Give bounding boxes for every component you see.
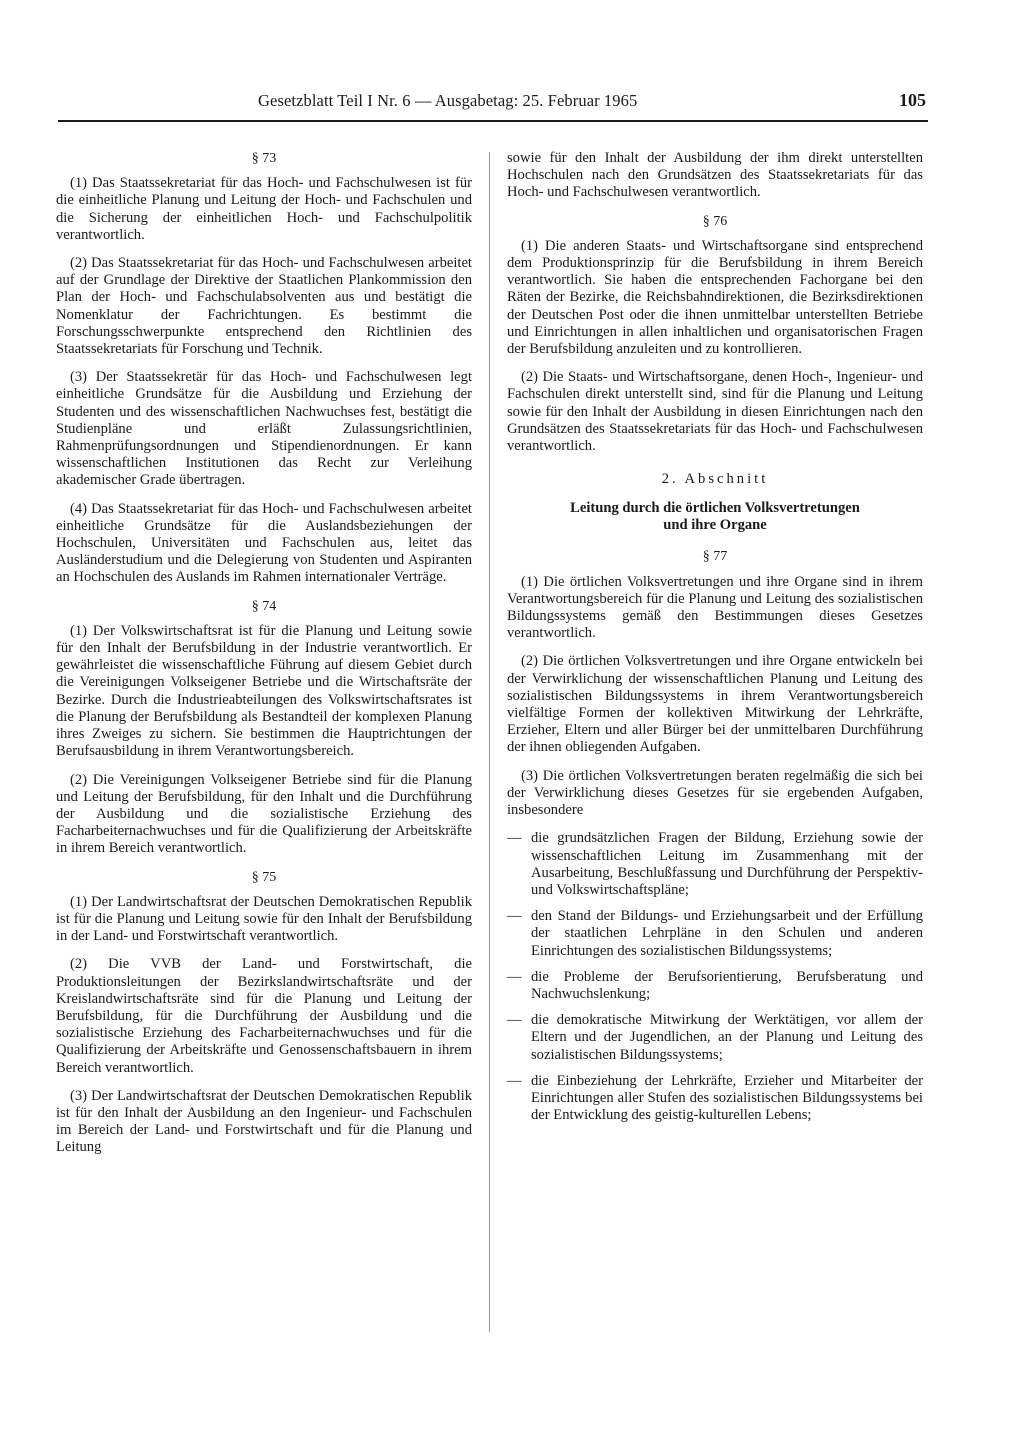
- paragraph-73-3: (3) Der Staatssekretär für das Hoch- und Fachschulwesen legt einheitliche Grundsätze für die Ausbildung und Erziehung der Studenten und des wissenschaftlichen Nachwuchses fest, bestätigt die Studienpläne und erläßt Zulassungsrichtlinien, Rahmenprüfungsordnungen und Stipendienordnungen. Er kann wissenschaftlichen Institutionen das Recht zur Verleihung akademischer Grade übertragen.: [56, 369, 472, 489]
- paragraph-77-2: (2) Die örtlichen Volksvertretungen und ihre Organe entwickeln bei der Verwirklichung der wissenschaftlichen Planung und Leitung des sozialistischen Bildungssystems in ihrem Verantwortungsbereich vielfältige Formen der kollektiven Mitwirkung der Lehrkräfte, Erzieher, Eltern und aller Bürger bei der unmittelbaren Durchführung der ihnen obliegenden Aufgaben.: [507, 653, 923, 756]
- chapter-subtitle-line-2: und ihre Organe: [663, 517, 767, 534]
- dash-marker: —: [507, 1012, 522, 1029]
- list-item: [507, 1012, 923, 1064]
- header-title: Gesetzblatt Teil I Nr. 6 — Ausgabetag: 25. Februar 1965: [258, 91, 638, 110]
- list-item-text: die Probleme der Berufsorientierung, Berufsberatung und Nachwuchslenkung;: [531, 968, 923, 1002]
- paragraph-75-3: (3) Der Landwirtschaftsrat der Deutschen Demokratischen Republik ist für den Inhalt der Ausbildung an den Ingenieur- und Fachschulen im Bereich der Land- und Forstwirtschaft und für die Planung und Leitung: [56, 1087, 472, 1156]
- paragraph-77-1: (1) Die örtlichen Volksvertretungen und ihre Organe sind in ihrem Verantwortungsbereich für die Planung und Leitung des sozialistischen Bildungssystems gemäß den Bestimmungen dieses Gesetzes verantwortlich.: [507, 573, 923, 642]
- column-divider: [489, 152, 490, 1332]
- paragraph-73-4: (4) Das Staatssekretariat für das Hoch- und Fachschulwesen arbeitet einheitliche Grundsätze für die Auslandsbeziehungen der Hochschulen, Universitäten und Fachschulen aus, leitet das Ausländerstudium und die Delegierung von Studenten und Aspiranten an Hochschulen des Auslands im Rahmen internationaler Verträge.: [56, 500, 472, 586]
- paragraph-74-2: (2) Die Vereinigungen Volkseigener Betriebe sind für die Planung und Leitung der Berufsbildung, für den Inhalt und die Durchführung der Ausbildung und die sozialistische Erziehung des Facharbeiternachwuchses und für die Qualifizierung der Arbeitskräfte in ihrem Bereich verantwortlich.: [56, 771, 472, 857]
- page-header: [58, 90, 928, 122]
- paragraph-75-3-continued: sowie für den Inhalt der Ausbildung der ihm direkt unterstellten Hochschulen nach den Grundsätzen des Staatssekretariats für das Hoch- und Fachschulwesen verantwortlich.: [507, 150, 923, 201]
- list-item-text: die Einbeziehung der Lehrkräfte, Erzieher und Mitarbeiter der Einrichtungen aller Stufen des sozialistischen Bildungssystems bei der Entwicklung des geistig-kulturellen Lebens;: [531, 1072, 923, 1124]
- chapter-subtitle: [507, 500, 923, 534]
- paragraph-76-1: (1) Die anderen Staats- und Wirtschaftsorgane sind entsprechend dem Produktionsprinzip für die Berufsbildung in ihrem Bereich verantwortlich. Sie haben die entsprechenden Fachorgane bei den Räten der Bezirke, die Reichsbahndirektionen, die Bezirksdirektionen der Deutschen Post oder die ihnen unmittelbar unterstellten Betriebe und Einrichtungen in allen inhaltlichen und organisatorischen Fragen der Berufsbildung anzuleiten und zu kontrollieren.: [507, 237, 923, 358]
- list-item: [507, 830, 923, 899]
- section-heading-77: § 77: [702, 549, 728, 565]
- dash-marker: —: [507, 968, 522, 985]
- paragraph-73-2: (2) Das Staatssekretariat für das Hoch- und Fachschulwesen arbeitet auf der Grundlage der Direktive der Staatlichen Plankommission den Plan der Hoch- und Fachschulabsolventen aus und bestätigt die Nomenklatur der Fachrichtungen. Es bestimmt die Forschungsschwerpunkte entsprechend den Richtlinien des Staatssekretariats für Forschung und Technik.: [56, 255, 472, 358]
- paragraph-77-3: (3) Die örtlichen Volksvertretungen beraten regelmäßig die sich bei der Verwirklichung dieses Gesetzes für sie ergebenden Aufgaben, insbesondere: [507, 767, 923, 819]
- right-column: [507, 150, 923, 1133]
- section-heading-74: § 74: [251, 598, 277, 614]
- paragraph-75-2: (2) Die VVB der Land- und Forstwirtschaft, die Produktionsleitungen der Bezirkslandwirtschaftsräte und der Kreislandwirtschaftsräte sind für die Planung und Leitung der Berufsbildung, für die Durchführung der Ausbildung und die sozialistische Erziehung des Facharbeiternachwuchses und für die Qualifizierung der Arbeitskräfte und Genossenschaftsbauern in ihrem Bereich verantwortlich.: [56, 956, 472, 1076]
- page-number: 105: [899, 90, 926, 110]
- dash-marker: —: [507, 830, 522, 847]
- paragraph-75-1: (1) Der Landwirtschaftsrat der Deutschen Demokratischen Republik ist für die Planung und Leitung sowie für den Inhalt der Berufsbildung in der Land- und Forstwirtschaft verantwortlich.: [56, 893, 472, 945]
- paragraph-73-1: (1) Das Staatssekretariat für das Hoch- und Fachschulwesen ist für die einheitliche Planung und Leitung der Hoch- und Fachschulen und die Sicherung der einheitlichen Hoch- und Fachschulpolitik verantwortlich.: [56, 175, 472, 243]
- list-item: [507, 969, 923, 1003]
- dash-marker: —: [507, 908, 522, 925]
- section-heading-76: § 76: [702, 213, 728, 229]
- section-heading-73: § 73: [251, 151, 277, 166]
- chapter-subtitle-line-1: Leitung durch die örtlichen Volksvertretungen: [570, 500, 860, 517]
- list-item-text: die demokratische Mitwirkung der Werktätigen, vor allem der Eltern und der Jugendlichen, an der Planung und Leitung des sozialistischen Bildungssystems;: [531, 1012, 923, 1063]
- paragraph-74-1: (1) Der Volkswirtschaftsrat ist für die Planung und Leitung sowie für den Inhalt der Berufsbildung in der Industrie verantwortlich. Er gewährleistet die wissenschaftliche Führung auf diesem Gebiet durch die Vereinigungen Volkseigener Betriebe und die Wirtschaftsräte der Bezirke. Durch die Industrieabteilungen des Volkswirtschaftsrates ist die Planung der Berufsbildung als Bestandteil der komplexen Planung ihres Zweiges zu sichern. Sie bestimmen die Hauptrichtungen der Berufsausbildung in ihrem Verantwortungsbereich.: [56, 622, 472, 760]
- left-column: [56, 150, 472, 1168]
- paragraph-76-2: (2) Die Staats- und Wirtschaftsorgane, denen Hoch-, Ingenieur- und Fachschulen direkt unterstellt sind, sind für die Planung und Leitung sowie für den Inhalt der Ausbildung in diesen Einrichtungen nach den Grundsätzen des Staatssekretariats für das Hoch- und Fachschulwesen verantwortlich.: [507, 369, 923, 455]
- list-item: [507, 1073, 923, 1125]
- chapter-title: 2. Abschnitt: [661, 471, 769, 488]
- list-item-text: die grundsätzlichen Fragen der Bildung, Erziehung sowie der wissenschaftlichen Leitung im Zusammenhang mit der Ausarbeitung, Beschlußfassung und Durchführung der Perspektiv- und Volkswirtschaftspläne;: [531, 830, 923, 898]
- duties-list: [507, 830, 923, 1124]
- dash-marker: —: [507, 1072, 522, 1089]
- section-heading-75: § 75: [251, 869, 277, 885]
- list-item: [507, 908, 923, 960]
- list-item-text: den Stand der Bildungs- und Erziehungsarbeit und der Erfüllung der staatlichen Lehrpläne in den Schulen und anderen Einrichtungen des sozialistischen Bildungssystems;: [531, 908, 923, 959]
